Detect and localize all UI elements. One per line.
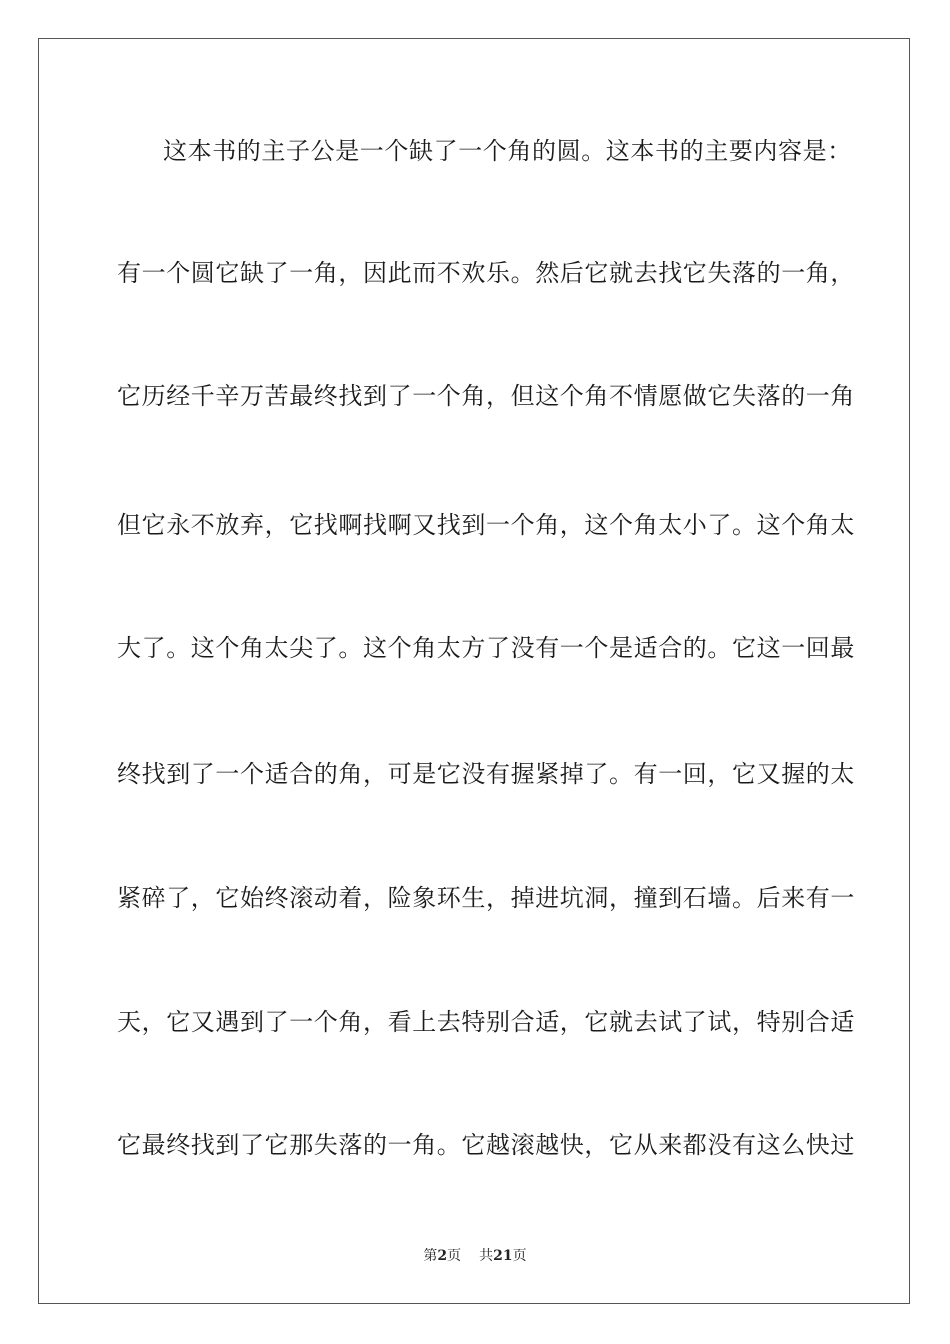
total-suffix: 页 bbox=[512, 1248, 527, 1264]
page-prefix: 第 bbox=[423, 1248, 438, 1264]
page-number: 2 bbox=[437, 1248, 448, 1264]
text-line: 终找到了一个适合的角，可是它没有握紧掉了。有一回，它又握的太 bbox=[117, 760, 855, 788]
text-line: 紧碎了，它始终滚动着，险象环生，掉进坑洞，撞到石墙。后来有一 bbox=[117, 884, 855, 912]
text-line: 大了。这个角太尖了。这个角太方了没有一个是适合的。它这一回最 bbox=[117, 634, 855, 662]
text-line: 但它永不放弃，它找啊找啊又找到一个角，这个角太小了。这个角太 bbox=[117, 511, 855, 539]
text-line: 这本书的主子公是一个缺了一个角的圆。这本书的主要内容是： bbox=[163, 137, 852, 165]
page-suffix: 页 bbox=[447, 1248, 462, 1264]
text-line: 天，它又遇到了一个角，看上去特别合适，它就去试了试，特别合适 bbox=[117, 1008, 855, 1036]
page-footer bbox=[0, 1247, 950, 1265]
text-line: 它最终找到了它那失落的一角。它越滚越快，它从来都没有这么快过 bbox=[117, 1131, 855, 1159]
page-border bbox=[38, 38, 910, 1304]
text-line: 有一个圆它缺了一角，因此而不欢乐。然后它就去找它失落的一角， bbox=[117, 259, 855, 287]
total-pages: 21 bbox=[493, 1248, 513, 1264]
text-line: 它历经千辛万苦最终找到了一个角，但这个角不情愿做它失落的一角 bbox=[117, 382, 855, 410]
total-prefix: 共 bbox=[479, 1248, 494, 1264]
